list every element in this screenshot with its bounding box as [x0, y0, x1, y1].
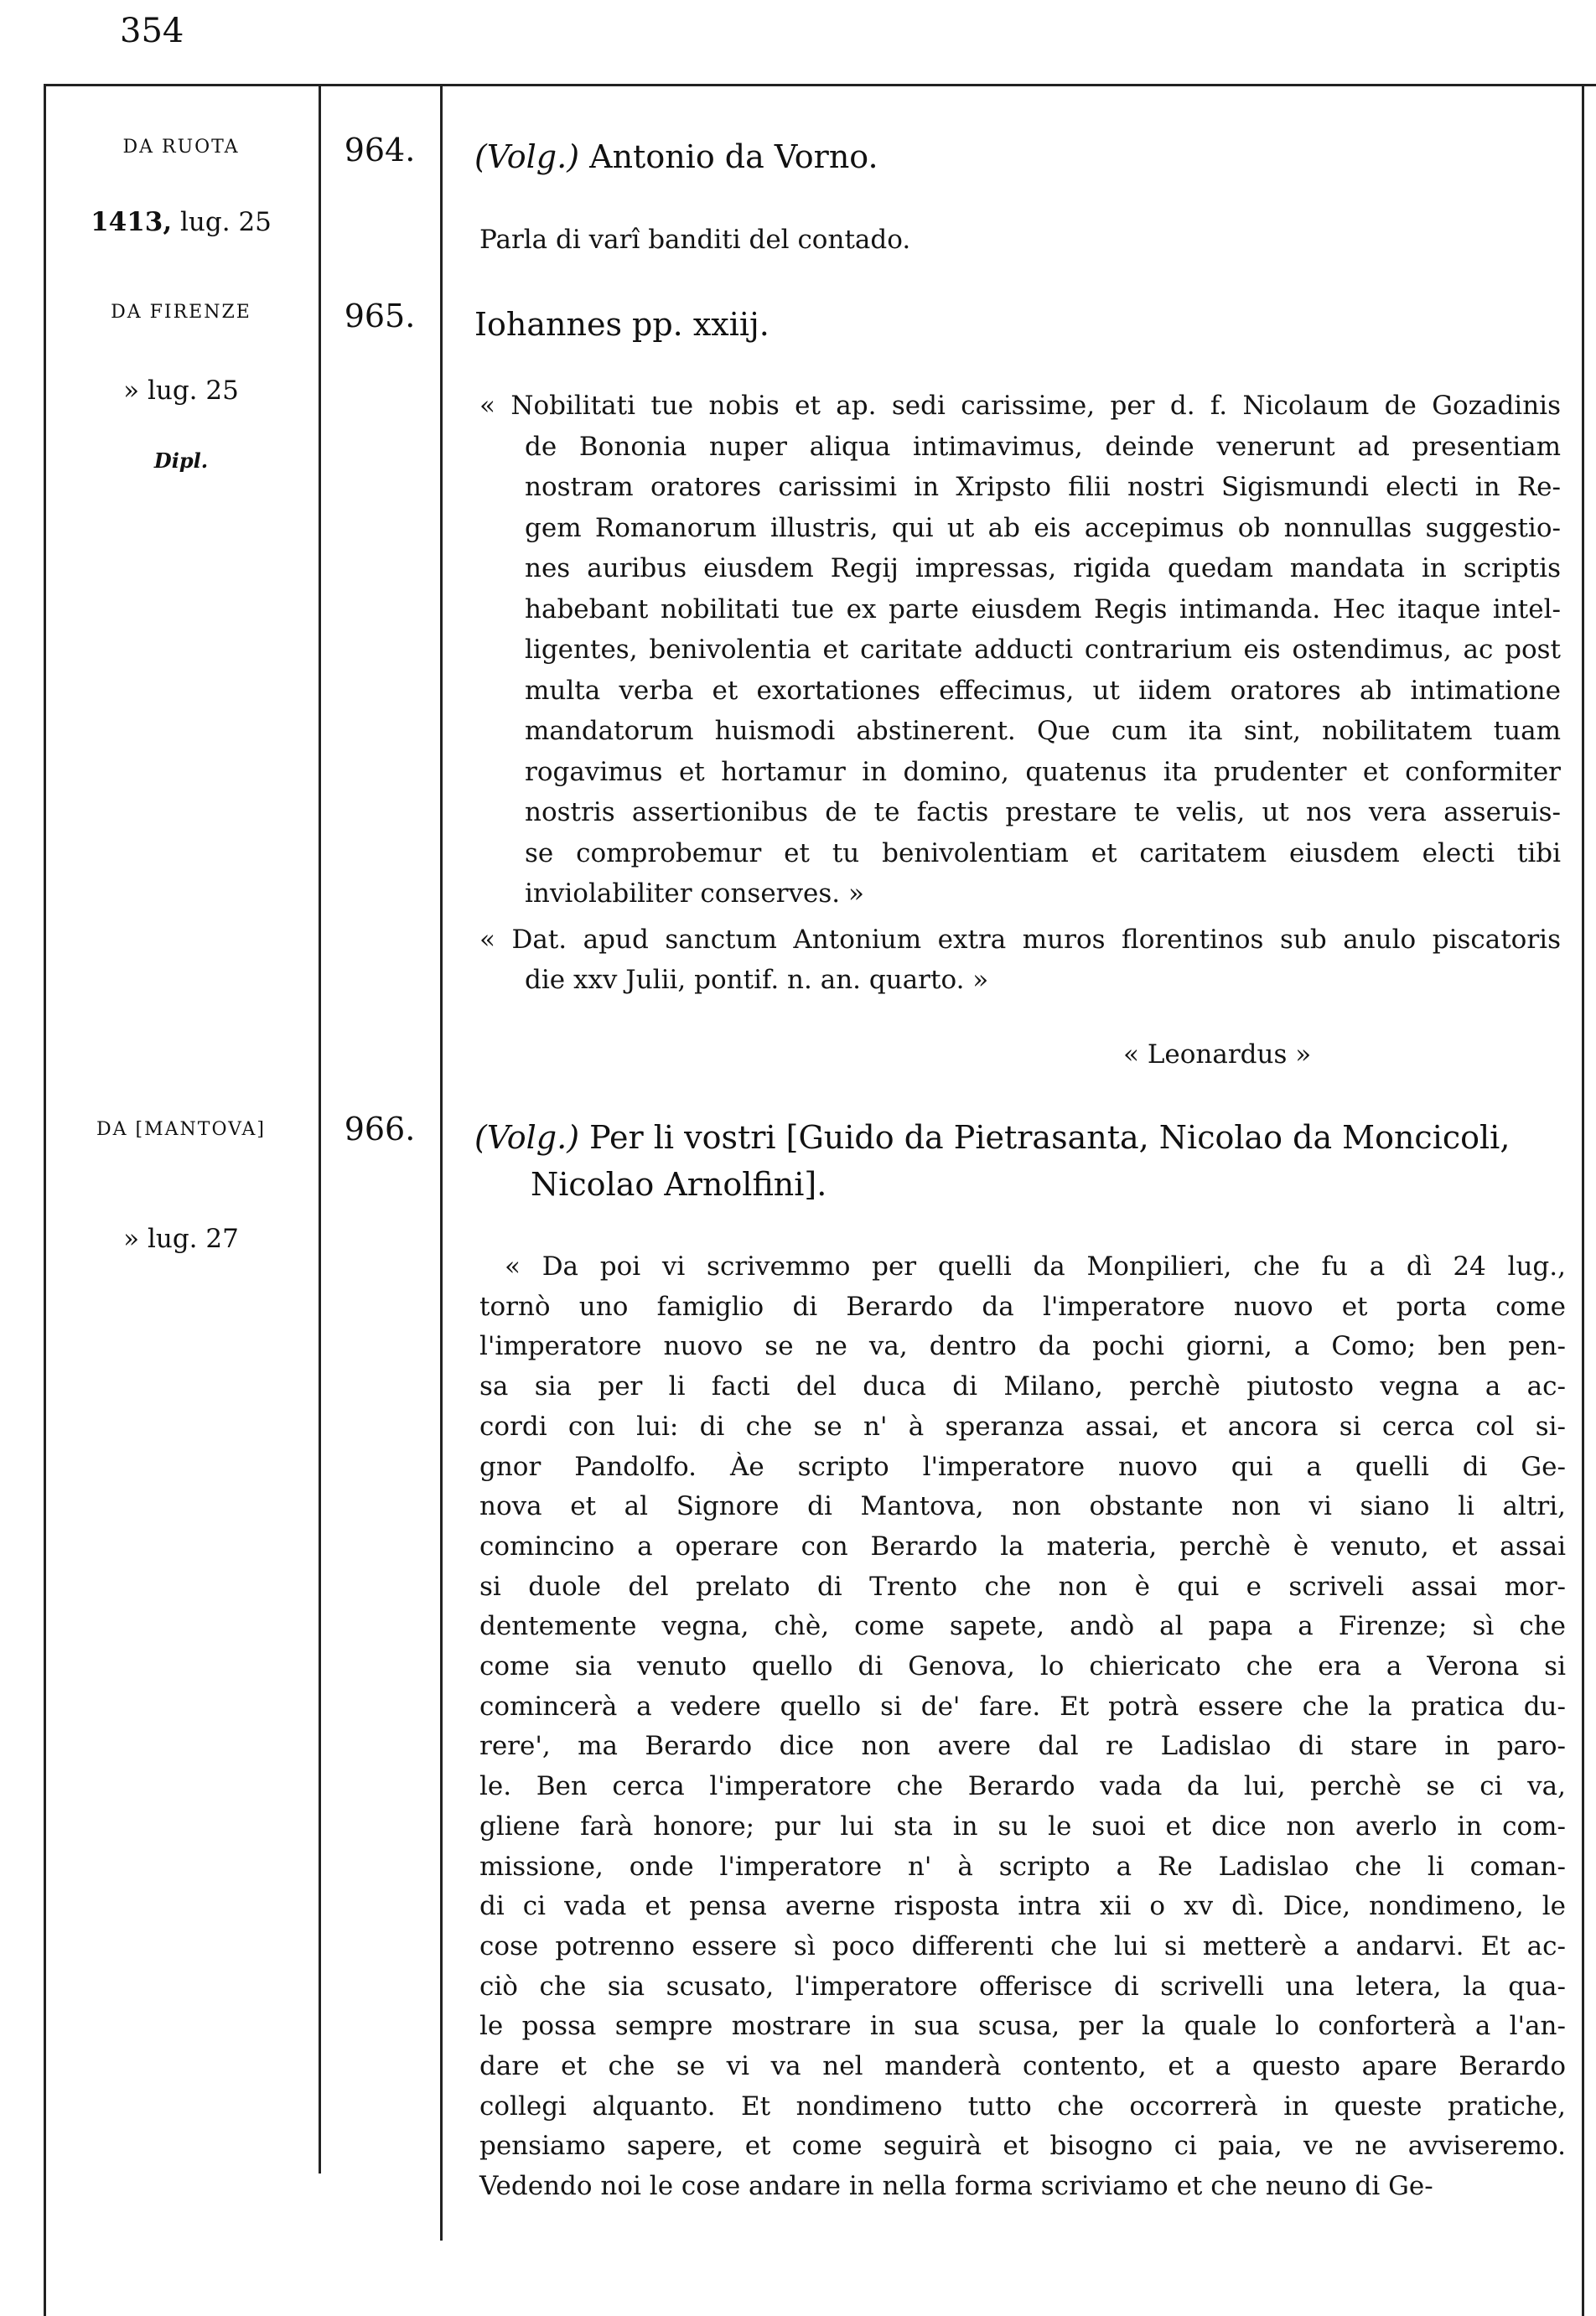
text-line: missione, onde l'imperatore n' à scripto a Re Ladislao che li coman- — [479, 1851, 1566, 1882]
text-line: ciò che sia scusato, l'imperatore offerisce di scrivelli una letera, la qua- — [479, 1971, 1566, 2002]
text-line: mandatorum huismodi abstinerent. Que cum ita sint, nobilitatem tuam — [525, 716, 1561, 746]
entry-number-964: 964. — [344, 132, 416, 168]
text-line: habebant nobilitati tue ex parte eiusdem Regis intimanda. Hec itaque intel- — [525, 593, 1561, 624]
column-rule-outer-left — [44, 86, 46, 2316]
heading-prefix: (Volg.) — [474, 1119, 580, 1156]
text-line: de Bononia nuper aliqua intimavimus, deinde venerunt ad presentiam — [525, 431, 1561, 462]
margin-source-965: Dipl. — [153, 448, 209, 473]
text-line: « Nobilitati tue nobis et ap. sedi carissime, per d. f. Nicolaum de Gozadinis — [479, 391, 1561, 421]
text-line: nes auribus eiusdem Regij impressas, rigida quedam mandata in scriptis — [525, 553, 1561, 583]
text-line: pensiamo sapere, et come seguirà et bisogno ci paia, ve ne avviseremo. — [479, 2131, 1566, 2162]
text-line: « Dat. apud sanctum Antonium extra muros florentinos sub anulo piscatoris — [479, 925, 1561, 955]
text-line: se comprobemur et tu benivolentiam et caritatem eiusdem electi tibi — [525, 837, 1561, 868]
margin-date-year: 1413, — [91, 207, 173, 237]
margin-origin-964: DA RUOTA — [122, 137, 240, 158]
margin-date-rest: lug. 25 — [180, 207, 272, 237]
text-line: die xxv Julii, pontif. n. an. quarto. » — [525, 965, 989, 995]
margin-date-965: » lug. 25 — [123, 376, 239, 406]
text-line: nostris assertionibus de te factis prestare te velis, ut nos vera asseruis- — [525, 797, 1561, 827]
margin-date-966: » lug. 27 — [123, 1224, 239, 1254]
text-line: cordi con lui: di che se n' à speranza assai, et ancora si cerca col si- — [479, 1411, 1566, 1442]
text-line: nova et al Signore di Mantova, non obstante non vi siano li altri, — [479, 1491, 1566, 1522]
text-line: multa verba et exortationes effecimus, ut iidem oratores ab intimatione — [525, 675, 1561, 706]
text-line: gem Romanorum illustris, qui ut ab eis accepimus ob nonnullas suggestio- — [525, 512, 1561, 543]
text-line: cose potrenno essere sì poco differenti che lui si metterè a andarvi. Et ac- — [479, 1930, 1566, 1961]
column-rule-margin — [319, 86, 321, 2174]
text-line: comincino a operare con Berardo la materia, perchè è venuto, et assai — [479, 1531, 1566, 1562]
text-line: le possa sempre mostrare in sua scusa, per la quale lo conforterà a l'an- — [479, 2011, 1566, 2042]
entry-summary-964: Parla di varî banditi del contado. — [479, 225, 911, 255]
text-line: collegi alquanto. Et nondimeno tutto che occorrerà in queste pratiche, — [479, 2091, 1566, 2122]
text-line: di ci vada et pensa averne risposta intra xii o xv dì. Dice, nondimeno, le — [479, 1891, 1566, 1922]
text-line: tornò uno famiglio di Berardo da l'imperatore nuovo et porta come — [479, 1291, 1566, 1322]
text-line: « Da poi vi scrivemmo per quelli da Monpilieri, che fu a dì 24 lug., — [505, 1251, 1566, 1282]
entry-heading-line2-966: Nicolao Arnolfini]. — [531, 1166, 827, 1203]
entry-number-965: 965. — [344, 298, 416, 334]
entry-heading-965: Iohannes pp. xxiij. — [474, 306, 770, 343]
column-rule-number — [440, 86, 443, 2241]
text-line: inviolabiliter conserves. » — [525, 878, 864, 909]
text-line: rere', ma Berardo dice non avere dal re Ladislao di stare in paro- — [479, 1731, 1566, 1762]
text-line: nostram oratores carissimi in Xripsto filii nostri Sigismundi electi in Re- — [525, 472, 1561, 502]
text-line: come sia venuto quello di Genova, lo chiericato che era a Verona si — [479, 1651, 1566, 1681]
entry-heading-964 — [474, 134, 1564, 179]
top-rule — [44, 84, 1596, 86]
text-line: sa sia per li facti del duca di Milano, perchè piutosto vegna a ac- — [479, 1371, 1566, 1402]
margin-origin-965: DA FIRENZE — [111, 302, 251, 323]
text-line: ligentes, benivolentia et caritate adducti contrarium eis ostendimus, ac post — [525, 635, 1561, 665]
text-line: Vedendo noi le cose andare in nella forma scriviamo et che neuno di Ge- — [479, 2171, 1433, 2202]
entry-heading-966 — [474, 1115, 1564, 1160]
text-line: rogavimus et hortamur in domino, quatenus ita prudenter et conformiter — [525, 756, 1561, 787]
margin-date-964 — [50, 207, 312, 237]
text-line: le. Ben cerca l'imperatore che Berardo vada da lui, perchè se ci va, — [479, 1771, 1566, 1802]
heading-rest: Per li vostri [Guido da Pietrasanta, Nicolao da Moncicoli, — [579, 1119, 1510, 1156]
text-line: gliene farà honore; pur lui sta in su le suoi et dice non averlo in com- — [479, 1811, 1566, 1842]
text-line: si duole del prelato di Trento che non è qui e scriveli assai mor- — [479, 1571, 1566, 1602]
text-line: l'imperatore nuovo se ne va, dentro da pochi giorni, a Como; ben pen- — [479, 1331, 1566, 1362]
text-line: dentemente vegna, chè, come sapete, andò al papa a Firenze; sì che — [479, 1611, 1566, 1642]
heading-rest: Antonio da Vorno. — [579, 138, 878, 175]
heading-prefix: (Volg.) — [474, 138, 580, 175]
text-line: dare et che se vi va nel manderà contento, et a questo apare Berardo — [479, 2051, 1566, 2081]
entry-signature-965: « Leonardus » — [1123, 1039, 1312, 1070]
entry-number-966: 966. — [344, 1111, 416, 1148]
margin-origin-966: DA [MANTOVA] — [96, 1119, 266, 1140]
text-line: gnor Pandolfo. Àe scripto l'imperatore nuovo qui a quelli di Ge- — [479, 1451, 1566, 1482]
page-number: 354 — [120, 12, 184, 50]
text-line: comincerà a vedere quello si de' fare. Et potrà essere che la pratica du- — [479, 1691, 1566, 1722]
